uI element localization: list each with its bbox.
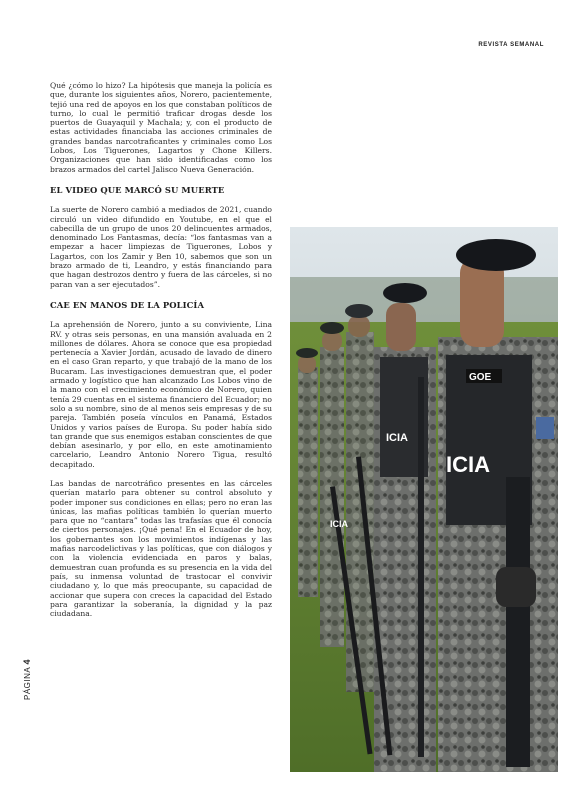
article-column <box>50 81 272 628</box>
masthead: REVISTA SEMANAL <box>478 42 544 48</box>
section-heading: EL VIDEO QUE MARCÓ SU MUERTE <box>50 184 225 195</box>
page-label: PÁGINA <box>23 667 32 700</box>
article-paragraph: La aprehensión de Norero, junto a su conviviente, Lina RV. y otras seis personas, en una mansión avaluada en 2 millones de dólares. Ahora se conoce que esa propiedad pertenecía a Xavier Jordán, acusado de lavado de dinero en el caso Gran reparto, y que trabajó de la mano de los Bucaram. Las investigaciones demuestran que, el poder armado y logístico que han alcanzado Los Lobos vino de la mano con el crecimiento económico de Norero, quien tenía 29 cuentas en el sistema financiero del Ecuador; no solo a su nombre, sino de al menos seis empresas y de su pareja. También poseía vínculos en Panamá, Estados Unidos y varios países de Europa. Su poder había sido tan grande que sus enemigos estaban conscientes de que debían asesinarlo, y por ello, en este amotinamiento carcelario, Leandro Antonio Norero Tigua, resultó decapitado. <box>50 320 272 469</box>
article-paragraph: Qué ¿cómo lo hizo? La hipótesis que maneja la policía es que, durante los siguientes años, Norero, pacientemente, tejió una red de apoyos en los que constaban políticos de turno, lo cual le permitió traficar drogas desde los puertos de Guayaquil y Machala; y, con el producto de estas actividades financiaba las acciones criminales de grandes bandas narcotraficantes y criminales como Los Lobos, Los Tiguerones, Lagartos y Chone Killers. Organizaciones que han sido identificadas como los brazos armados del cartel Jalisco Nueva Generación. <box>50 81 272 174</box>
police-photo <box>290 227 558 772</box>
page-number-value: 4 <box>22 658 32 665</box>
vest-label: ICIA <box>386 432 408 444</box>
vest-label: ICIA <box>330 519 348 529</box>
article-paragraph: Las bandas de narcotráfico presentes en las cárceles querían matarlo para obtener su control absoluto y poder imponer sus condiciones en ellas; pero no eran las únicas, las mafias políticas también lo querían muerto para que no “cantara” todas las trafasías que él conocía de ciertos personajes. ¡Qué pena! En el Ecuador de hoy, los gobernantes son los movimientos indígenas y las mafias narcodelictivas y las políticas, que con diálogos y con la violencia evidenciada en paros y balas, demuestran cuan profunda es su presencia en la vida del país, su inmensa voluntad de trastocar el convivir ciudadano y, lo que más preocupante, su capacidad de accionar que supera con creces la capacidad del Estado para garantizar la soberanía, la dignidad y la paz ciudadana. <box>50 478 272 619</box>
vest-label: ICIA <box>446 452 490 477</box>
police-line-illustration <box>290 227 558 772</box>
article-paragraph: La suerte de Norero cambió a mediados de 2021, cuando circuló un video difundido en Youtube, en el que el cabecilla de un grupo de unos 20 delincuentes armados, denominado Los Fantasmas, decía: “los fantasmas van a empezar a hacer limpiezas de Tiguerones, Lobos y Lagartos, con los Zamir y Ben 10, sabemos que son un brazo armado de ti, Leandro, y estás financiando para que hagan destrozos dentro y fuera de las cárceles, si no paran van a ser ejecutados”. <box>50 205 272 289</box>
vest-label: GOE <box>469 372 492 383</box>
page-number <box>22 659 32 700</box>
section-heading: CAE EN MANOS DE LA POLICÍA <box>50 299 205 310</box>
